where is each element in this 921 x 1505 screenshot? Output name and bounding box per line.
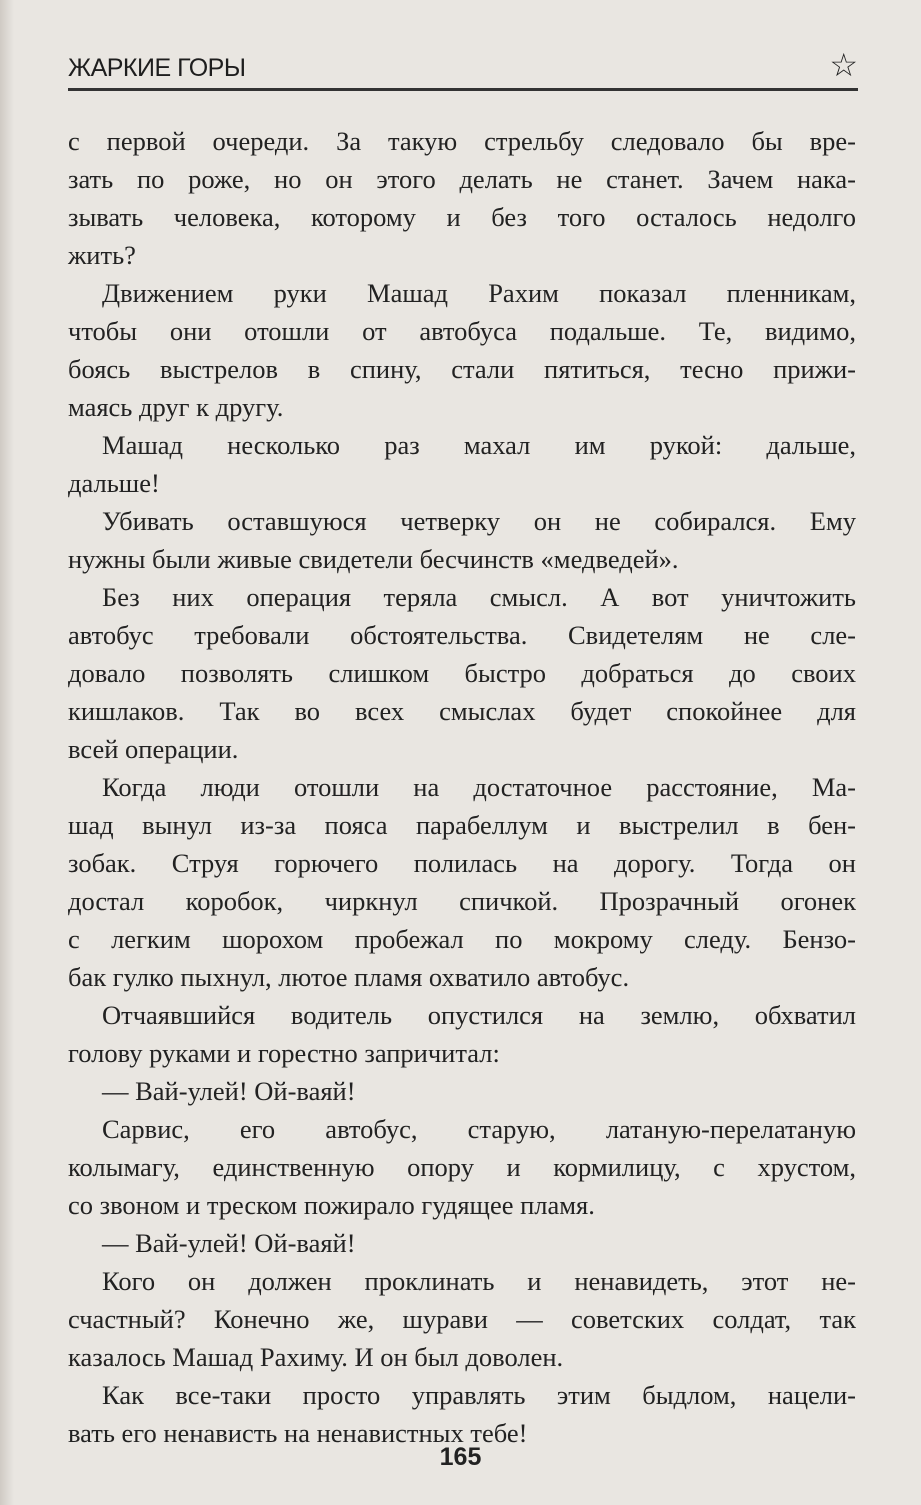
star-icon: ☆ [829,47,858,83]
text-line: зать по роже, но он этого делать не станет. Зачем нака- [68,164,856,194]
text-line: — Вай-улей! Ой-ваяй! [102,1228,356,1258]
text-line: — Вай-улей! Ой-ваяй! [102,1076,356,1106]
text-line: Кого он должен проклинать и ненавидеть, этот не- [102,1266,856,1296]
text-line: голову руками и горестно запричитал: [68,1038,500,1068]
header-rule [68,88,858,91]
text-line: с легким шорохом пробежал по мокрому следу. Бензо- [68,924,856,954]
text-line: Движением руки Машад Рахим показал пленникам, [102,278,856,308]
text-line: зобак. Струя горючего полилась на дорогу. Тогда он [68,848,856,878]
text-line: нужны были живые свидетели бесчинств «медведей». [68,544,679,574]
page-number: 165 [439,1443,482,1471]
text-line: вать его ненависть на ненавистных тебе! [68,1418,528,1448]
paragraph [68,122,856,274]
text-line: довало позволять слишком быстро добраться до своих [68,658,856,688]
text-line: Сарвис, его автобус, старую, латаную-перелатаную [102,1114,856,1144]
text-line: с первой очереди. За такую стрельбу следовало бы вре- [68,126,856,156]
paragraph [68,996,856,1072]
text-line: Без них операция теряла смысл. А вот уничтожить [102,582,856,612]
paragraph [68,1072,856,1110]
text-line: дальше! [68,468,160,498]
paragraph [68,768,856,996]
text-line: боясь выстрелов в спину, стали пятиться, тесно прижи- [68,354,856,384]
page-body-text [68,122,856,1452]
page-edge-shadow [0,0,14,1505]
text-line: счастный? Конечно же, шурави — советских солдат, так [68,1304,856,1334]
running-title: ЖАРКИЕ ГОРЫ [68,54,246,82]
running-header [68,48,858,86]
text-line: автобус требовали обстоятельства. Свидетелям не сле- [68,620,856,650]
paragraph [68,274,856,426]
text-line: Как все-таки просто управлять этим быдлом, нацели- [102,1380,856,1410]
text-line: чтобы они отошли от автобуса подальше. Те, видимо, [68,316,856,346]
text-line: кишлаков. Так во всех смыслах будет спокойнее для [68,696,856,726]
text-line: достал коробок, чиркнул спичкой. Прозрачный огонек [68,886,856,916]
text-line: жить? [68,240,136,270]
paragraph [68,1110,856,1224]
text-line: бак гулко пыхнул, лютое пламя охватило автобус. [68,962,630,992]
paragraph [68,1376,856,1452]
text-line: Когда люди отошли на достаточное расстояние, Ма- [102,772,856,802]
paragraph [68,578,856,768]
text-line: Убивать оставшуюся четверку он не собирался. Ему [102,506,856,536]
text-line: всей операции. [68,734,239,764]
text-line: казалось Машад Рахиму. И он был доволен. [68,1342,564,1372]
text-line: колымагу, единственную опору и кормилицу, с хрустом, [68,1152,856,1182]
text-line: Отчаявшийся водитель опустился на землю, обхватил [102,1000,856,1030]
text-line: со звоном и треском пожирало гудящее пламя. [68,1190,595,1220]
text-line: Машад несколько раз махал им рукой: дальше, [102,430,856,460]
text-line: маясь друг к другу. [68,392,284,422]
paragraph [68,502,856,578]
text-line: зывать человека, которому и без того осталось недолго [68,202,856,232]
text-line: шад вынул из-за пояса парабеллум и выстрелил в бен- [68,810,856,840]
paragraph [68,1262,856,1376]
paragraph [68,1224,856,1262]
paragraph [68,426,856,502]
